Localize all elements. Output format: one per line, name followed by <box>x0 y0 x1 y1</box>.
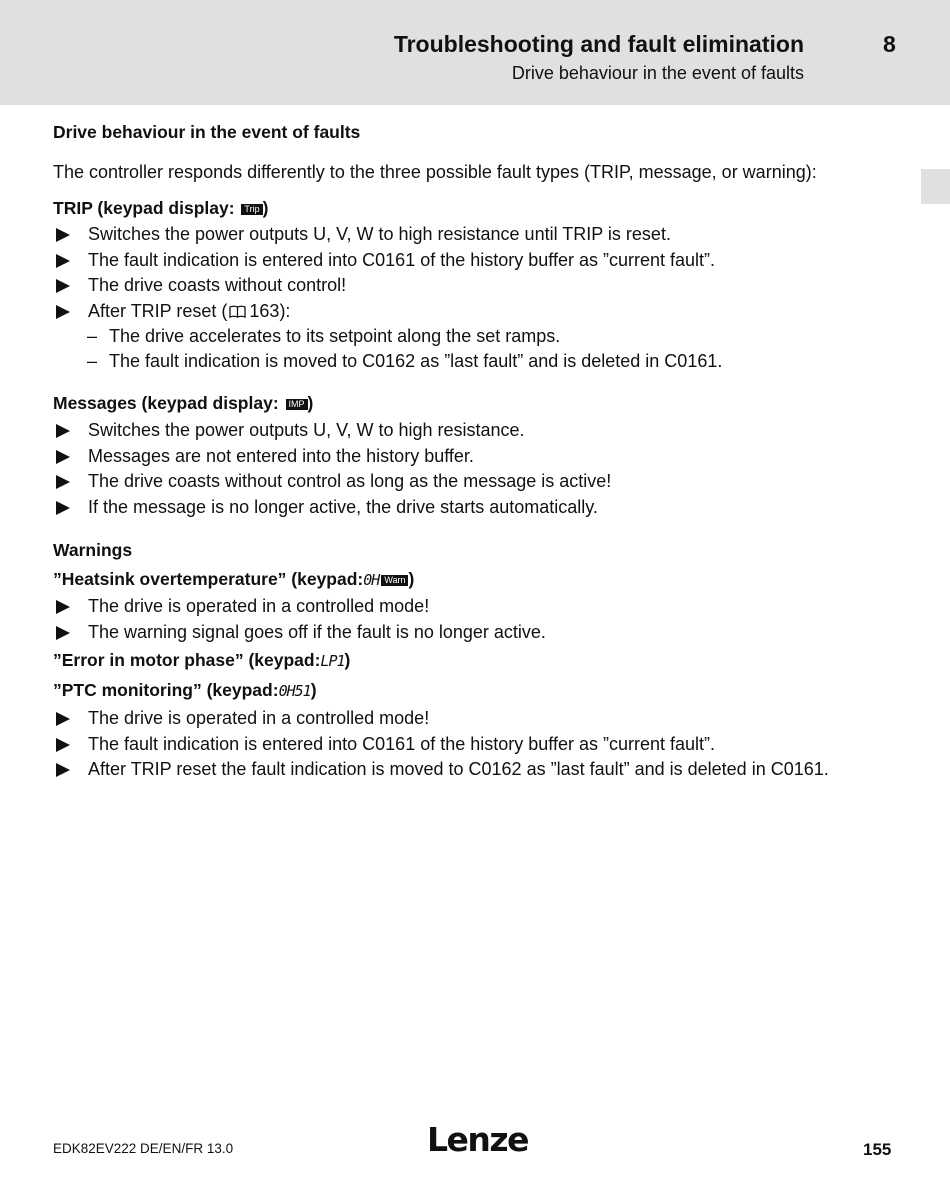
list-item-text: The drive coasts without control as long as the message is active! <box>88 471 612 491</box>
imp-display-badge: IMP <box>286 399 308 410</box>
heatsink-heading-text: ”Heatsink overtemperature” (keypad: <box>53 569 364 589</box>
triangle-right-icon <box>56 738 70 752</box>
list-item-text: The fault indication is entered into C0161 of the history buffer as ”current fault”. <box>88 733 716 754</box>
triangle-right-icon <box>56 712 70 726</box>
page-reference[interactable]: 163 <box>249 300 280 321</box>
list-item-text: ): <box>279 300 291 321</box>
list-item-text: After TRIP reset the fault indication is moved to C0162 as ”last fault” and is deleted in C0161. <box>88 759 829 779</box>
keypad-code: 0H51 <box>278 682 311 700</box>
triangle-right-icon <box>56 254 70 268</box>
list-item-text: If the message is no longer active, the drive starts automatically. <box>88 496 598 517</box>
list-item-text: Messages are not entered into the history buffer. <box>88 445 474 466</box>
list-item <box>53 273 913 299</box>
keypad-code: 0H <box>363 571 380 589</box>
triangle-right-icon <box>56 763 70 777</box>
list-item-text: The drive is operated in a controlled mode! <box>88 708 430 728</box>
motor-phase-heading <box>53 649 913 672</box>
trip-heading-close: ) <box>262 198 269 218</box>
heatsink-heading <box>53 568 913 591</box>
list-item-text: After TRIP reset ( <box>88 300 228 321</box>
heatsink-heading-close: ) <box>408 569 415 589</box>
list-item-text: The drive coasts without control! <box>88 275 347 295</box>
ptc-heading-text: ”PTC monitoring” (keypad: <box>53 680 279 700</box>
triangle-right-icon <box>56 279 70 293</box>
triangle-right-icon <box>56 450 70 464</box>
messages-heading <box>53 392 913 414</box>
chapter-number: 8 <box>883 31 896 57</box>
list-item <box>53 757 913 783</box>
list-item-text: Switches the power outputs U, V, W to high resistance until TRIP is reset. <box>88 224 671 244</box>
page-content <box>53 121 913 783</box>
intro-paragraph: The controller responds differently to the three possible fault types (TRIP, message, or warning): <box>53 162 817 182</box>
chapter-tab-marker <box>921 169 950 204</box>
motor-phase-heading-close: ) <box>344 650 351 670</box>
list-item-text: Switches the power outputs U, V, W to high resistance. <box>88 420 525 440</box>
ptc-heading <box>53 679 913 702</box>
page-number: 155 <box>863 1140 892 1159</box>
list-item <box>53 495 913 521</box>
ptc-heading-close: ) <box>310 680 317 700</box>
trip-display-badge: Trip <box>241 204 262 215</box>
lenze-logo: Lenze <box>427 1120 528 1159</box>
triangle-right-icon <box>56 305 70 319</box>
page-header <box>0 0 950 105</box>
triangle-right-icon <box>56 600 70 614</box>
list-item-text: The drive is operated in a controlled mode! <box>88 596 430 616</box>
triangle-right-icon <box>56 424 70 438</box>
trip-heading <box>53 197 913 219</box>
warnings-heading: Warnings <box>53 540 133 560</box>
warn-display-badge: Warn <box>381 575 408 586</box>
list-item <box>53 732 913 758</box>
sub-list-item-text: The drive accelerates to its setpoint along the set ramps. <box>109 326 561 346</box>
keypad-code: LP1 <box>320 652 345 670</box>
messages-heading-text: Messages (keypad display: <box>53 393 284 413</box>
list-item <box>53 299 913 325</box>
list-item <box>53 469 913 495</box>
triangle-right-icon <box>56 475 70 489</box>
book-icon <box>229 305 246 318</box>
list-item <box>53 444 913 470</box>
dash-marker: – <box>87 351 98 371</box>
messages-heading-close: ) <box>307 393 314 413</box>
sub-list-item-text: The fault indication is moved to C0162 as ”last fault” and is deleted in C0161. <box>109 351 723 371</box>
triangle-right-icon <box>56 501 70 515</box>
dash-marker: – <box>87 326 98 346</box>
sub-list-item <box>53 324 913 349</box>
sub-list-item <box>53 349 913 374</box>
section-title: Drive behaviour in the event of faults <box>53 122 361 142</box>
document-id: EDK82EV222 DE/EN/FR 13.0 <box>53 1141 234 1156</box>
chapter-title: Troubleshooting and fault elimination <box>393 31 804 57</box>
list-item-text: The fault indication is entered into C0161 of the history buffer as ”current fault”. <box>88 249 716 270</box>
list-item-text: The warning signal goes off if the fault is no longer active. <box>88 621 546 642</box>
list-item <box>53 594 913 620</box>
motor-phase-heading-text: ”Error in motor phase” (keypad: <box>53 650 321 670</box>
list-item <box>53 222 913 248</box>
trip-heading-text: TRIP (keypad display: <box>53 198 240 218</box>
list-item <box>53 248 913 274</box>
list-item <box>53 620 913 646</box>
section-subtitle: Drive behaviour in the event of faults <box>511 63 804 83</box>
triangle-right-icon <box>56 228 70 242</box>
list-item <box>53 706 913 732</box>
list-item <box>53 418 913 444</box>
triangle-right-icon <box>56 626 70 640</box>
